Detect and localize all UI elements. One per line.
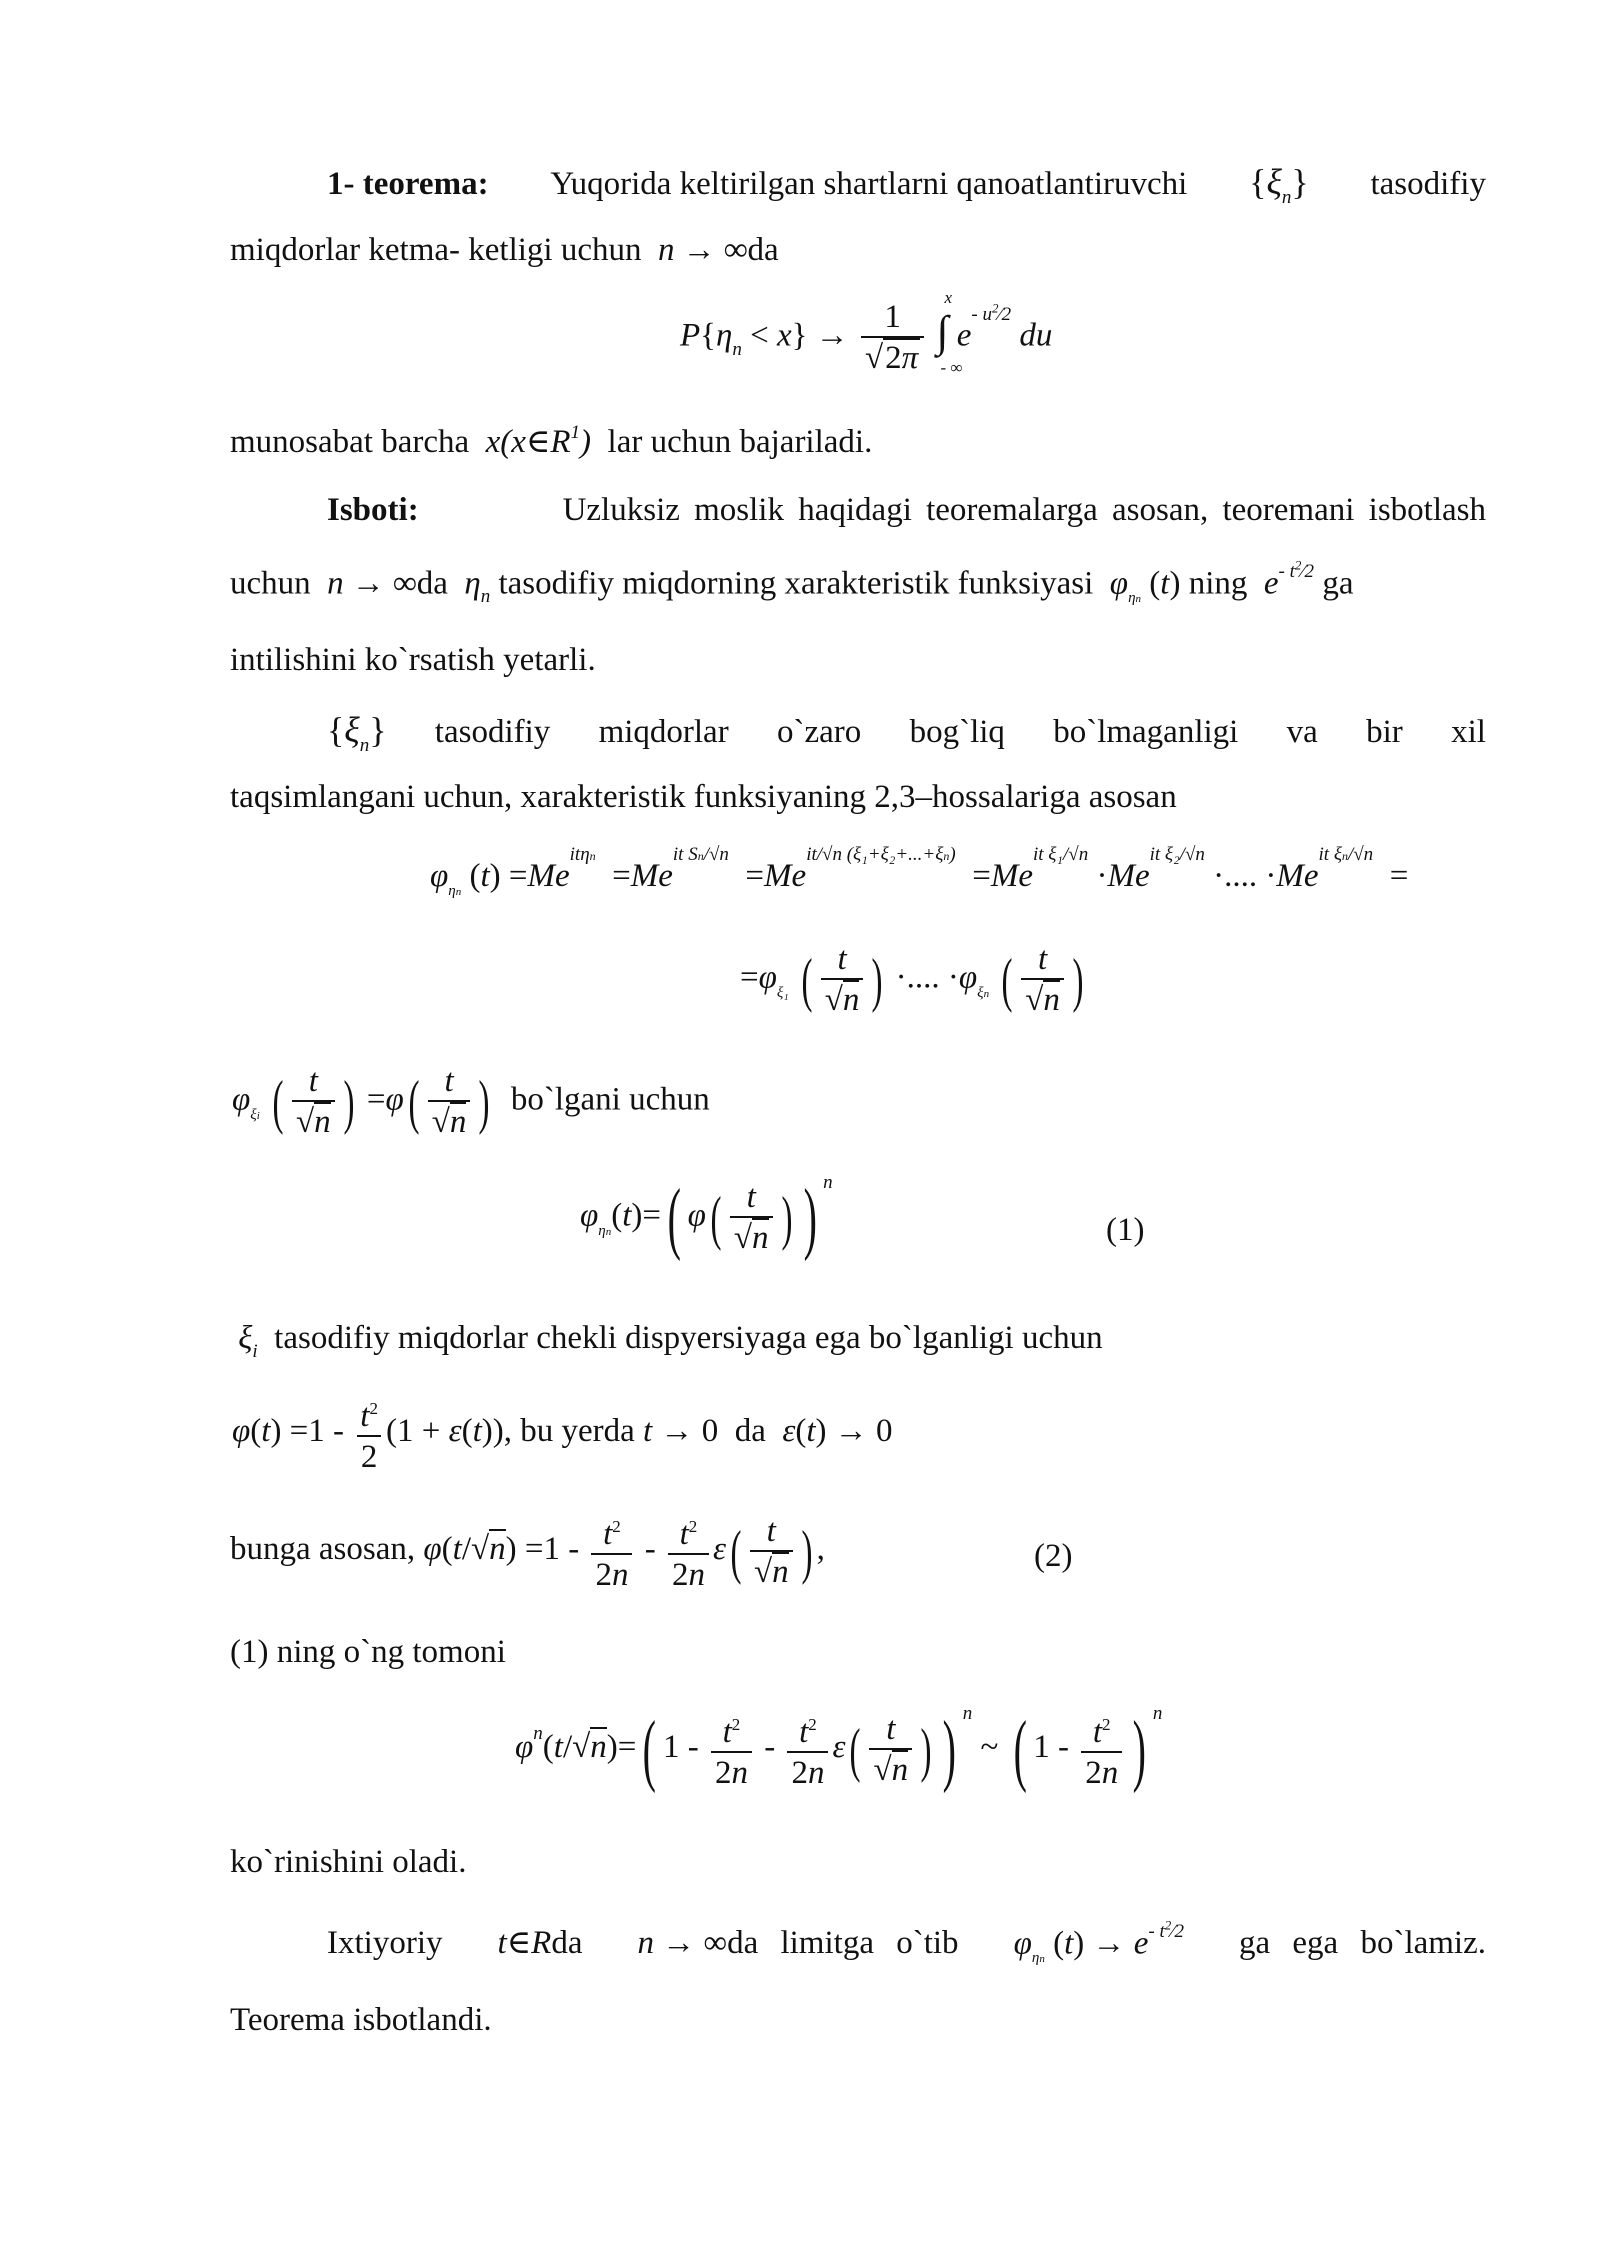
x-in-R1: $x(x\in R^1)$ [477,422,600,460]
char-function-product: $=\varphi_{\xi_1}$ ( $\frac{t}{√n}$ ) ·.... $\cdot\varphi_{\xi n}$ ( $\frac{t}{√n}$ ) [740,941,1084,1018]
word: va [1286,714,1318,750]
proof-line-3: intilishini ko`rsatish yetarli. [230,642,596,678]
since-text: bo`lgani uchun [510,1081,710,1118]
proof-line2d: ning [1188,565,1248,602]
where-text: bu yerda [520,1413,635,1450]
xi-text: tasodifiy miqdorlar chekli dispyersiyaga ega bo`lganligi uchun [274,1320,1103,1356]
char-function-chain: $\varphi_{\eta n}$ $(t) =Me^{it\eta n} =Me^{it Sn/√n} =Me^{it/√n (\xi_1+\xi_2+...+\xi n)} =Me^{it \xi_1/√n} \cdot Me^{it \xi_2/√n}$ ·.... $\cdot Me^{it \xi n/√n}$ = [430,844,1409,899]
word: bir [1366,714,1403,750]
right-side-text: (1) ning o`ng tomoni [230,1634,506,1670]
limit-formula: $P\{\eta_n < x\}$ → $\frac{1}{√2\pi}$ x ∫ - ∞ $e^{- u^2⁄2}$ du [680,287,1053,377]
word: bo`lmaganligi [1053,714,1239,750]
proof-line2c: tasodifiy miqdorning xarakteristik funksiyasi [498,565,1094,602]
theorem-text-2: tasodifiy [1370,166,1486,202]
word: tasodifiy [434,714,551,750]
proof-label: Isboti: [327,492,419,528]
seq-xi: $\{\xi_n\}$ [1249,162,1309,208]
theorem-line3a: munosabat barcha [230,424,470,460]
proof-line2a: uchun [230,565,311,602]
theorem-line-1 [327,160,1486,211]
phi-expansion: φ(t) =1 - $\frac{t^2}{2}$ (1 + ε(t)), bu yerda t → 0 da ε(t) → 0 [232,1398,893,1475]
n-to-inf: n → ∞ [649,232,748,268]
proof-line-1 [327,488,1486,532]
word: o`zaro [777,714,862,750]
final-b: da [551,1925,583,1962]
equation-2-line: bunga asosan, φ(t/√n) =1 - $\frac{t^2}{2n}$ - $\frac{t^2}{2n}$ ε( $\frac{t}{√n}$ ) , [230,1512,825,1593]
word: miqdorlar [598,714,729,750]
view-text: ko`rinishini oladi. [230,1844,467,1880]
conclusion-text: Teorema isbotlandi. [230,2002,492,2038]
proof-line2e: ga [1322,565,1354,602]
proof-line-4: $\{\xi_n\}$ tasodifiy miqdorlar o`zaro bog`liq bo`lmaganligi va bir xil [327,710,1486,756]
theorem-label: 1- teorema: [327,166,489,202]
word: bog`liq [909,714,1005,750]
proof-line-2: uchun n → ∞da $\eta_n$ tasodifiy miqdorning xarakteristik funksiyasi $\varphi_{\eta n}$ (t) ning $e^{- t^2⁄2}$ ga [230,558,1354,608]
proof-text-1: Uzluksiz moslik haqidagi teoremalarga asosan, teoremani isbotlash [562,492,1486,528]
theorem-line3b: lar uchun bajariladi. [607,424,873,460]
bunga-text: bunga asosan, [230,1531,416,1568]
equation-1: $\varphi_{\eta n}(t)=$( φ( $\frac{t}{√n}$ ) ) $^n$ [580,1171,833,1262]
final-d: ga ega bo`lamiz. [1239,1925,1486,1962]
word: xil [1451,714,1486,750]
equation-1-number: (1) [1106,1212,1145,1248]
proof-line-5: taqsimlangani uchun, xarakteristik funksiyaning 2,3–hossalariga asosan [230,779,1177,815]
theorem-line2b: da [747,232,779,268]
where-da: da [734,1413,766,1450]
theorem-line2a: miqdorlar ketma- ketligi uchun [230,232,642,268]
right-side-expansion: $\varphi^n(t/√n)=$( 1 - $\frac{t^2}{2n}$ - $\frac{t^2}{2n}$ ε( $\frac{t}{√n}$ ) ) $^n$ ~ ( 1 - $\frac{t^2}{2n}$ ) $^n$ [515,1703,1163,1794]
equation-2-number: (2) [1034,1538,1073,1574]
final-c: da limitga o`tib [727,1925,959,1962]
theorem-line-3 [230,420,1486,469]
theorem-text-1: Yuqorida keltirilgan shartlarni qanoatlantiruvchi [550,166,1188,202]
identical-distribution-line: $\varphi_{\xi i}$ ( $\frac{t}{√n}$ ) =φ( $\frac{t}{√n}$ ) bo`lgani uchun [232,1063,710,1140]
final-a: Ixtiyoriy [327,1925,443,1962]
xi-variance-line: $\xi_i$ tasodifiy miqdorlar chekli dispyersiyaga ega bo`lganligi uchun [230,1320,1103,1362]
final-line: Ixtiyoriy t∈Rda n → ∞da limitga o`tib $\varphi_{\eta n}$ $(t) \to e^{- t^2⁄2}$ ga ega bo`lamiz. [327,1918,1486,1967]
theorem-line-2 [230,228,1486,272]
proof-line2b: da [416,565,448,602]
